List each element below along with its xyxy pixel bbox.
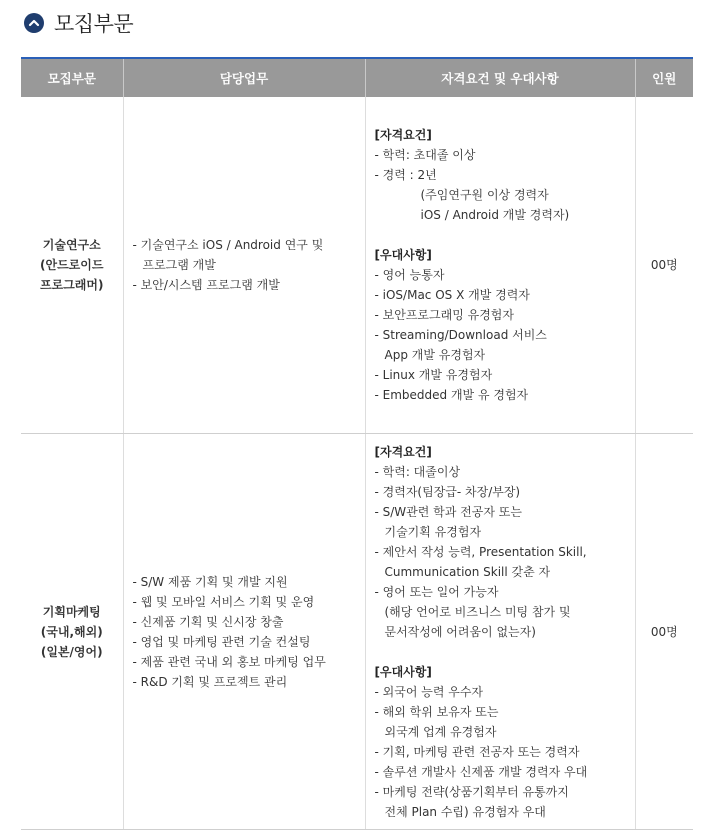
preference-line: - 마케팅 전략(상품기획부터 유통까지 [374, 784, 569, 799]
qualification-line: iOS / Android 개발 경력자) [420, 208, 570, 222]
duty-line: - 웹 및 모바일 서비스 기획 및 운영 [132, 594, 315, 609]
category-line: 기획마케팅 [42, 604, 101, 619]
duty-line: - 영업 및 마케팅 관련 기술 컨설팅 [132, 634, 311, 649]
preference-line: - 외국어 능력 우수자 [374, 684, 484, 699]
duty-cell [123, 97, 365, 434]
count-cell: 00명 [635, 97, 693, 434]
count-cell: 00명 [635, 434, 693, 830]
duty-line: 프로그램 개발 [142, 258, 216, 272]
qualification-line: - 경력자(팀장급- 차장/부장) [374, 484, 521, 499]
duty-line: - R&D 기획 및 프로젝트 관리 [132, 674, 288, 689]
preference-line: - 해외 학위 보유자 또는 [374, 704, 499, 719]
qualification-header: [자격요건] [374, 128, 432, 142]
section-heading [24, 8, 133, 38]
chevron-up-icon [24, 13, 44, 33]
recruitment-table [21, 57, 693, 830]
preference-line: - 솔루션 개발사 신제품 개발 경력자 우대 [374, 764, 588, 779]
preference-line: - 영어 능통자 [374, 268, 445, 282]
table-row [21, 434, 693, 830]
qualification-line: - S/W관련 학과 전공자 또는 [374, 504, 522, 519]
duty-cell [123, 434, 365, 830]
table-row [21, 97, 693, 434]
qualification-line: - 영어 또는 일어 가능자 [374, 584, 499, 599]
duty-line: - S/W 제품 기획 및 개발 지원 [132, 574, 288, 589]
qualification-line: (주임연구원 이상 경력자 [420, 188, 549, 202]
preference-line: - iOS/Mac OS X 개발 경력자 [374, 288, 530, 302]
header-count: 인원 [635, 58, 693, 97]
qualification-line: (해당 언어로 비즈니스 미팅 참가 및 [384, 604, 571, 619]
preference-line: 외국계 업계 유경험자 [384, 724, 497, 739]
page-title: 모집부문 [54, 12, 134, 36]
qualification-line: - 경력 : 2년 [374, 168, 437, 182]
preference-header: [우대사항] [374, 248, 432, 262]
qualification-cell [365, 97, 635, 434]
duty-line: - 신제품 기획 및 신시장 창출 [132, 614, 284, 629]
preference-line: - 기획, 마케팅 관련 전공자 또는 경력자 [374, 744, 580, 759]
qualification-line: - 학력: 초대졸 이상 [374, 148, 476, 162]
header-duty: 담당업무 [123, 58, 365, 97]
preference-line: - 보안프로그래밍 유경험자 [374, 308, 514, 322]
category-line: 프로그래머) [40, 278, 104, 292]
qualification-cell [365, 434, 635, 830]
category-line: (국내,해외) [40, 624, 103, 639]
category-line: (안드로이드 [40, 258, 104, 272]
qualification-line: - 제안서 작성 능력, Presentation Skill, [374, 544, 587, 559]
category-cell [21, 97, 123, 434]
duty-line: - 보안/시스템 프로그램 개발 [132, 278, 280, 292]
qualification-line: 문서작성에 어려움이 없는자) [384, 624, 536, 639]
spacer [375, 225, 635, 245]
table-header-row [21, 58, 693, 97]
preference-line: App 개발 유경험자 [384, 348, 486, 362]
category-cell [21, 434, 123, 830]
spacer [375, 642, 635, 662]
qualification-line: 기술기획 유경험자 [384, 524, 482, 539]
preference-line: - Linux 개발 유경험자 [374, 368, 493, 382]
category-line: 기술연구소 [42, 238, 101, 252]
preference-header: [우대사항] [374, 664, 432, 679]
duty-line: - 제품 관련 국내 외 홍보 마케팅 업무 [132, 654, 326, 669]
header-qualification: 자격요건 및 우대사항 [365, 58, 635, 97]
preference-line: - Embedded 개발 유 경험자 [374, 388, 529, 402]
preference-line: - Streaming/Download 서비스 [374, 328, 547, 342]
category-line: (일본/영어) [40, 644, 103, 659]
header-category: 모집부문 [21, 58, 123, 97]
qualification-line: Cummunication Skill 갖춘 자 [384, 564, 551, 579]
duty-line: - 기술연구소 iOS / Android 연구 및 [132, 238, 324, 252]
preference-line: 전체 Plan 수립) 유경험자 우대 [384, 804, 546, 819]
qualification-header: [자격요건] [374, 444, 432, 459]
qualification-line: - 학력: 대졸이상 [374, 464, 461, 479]
